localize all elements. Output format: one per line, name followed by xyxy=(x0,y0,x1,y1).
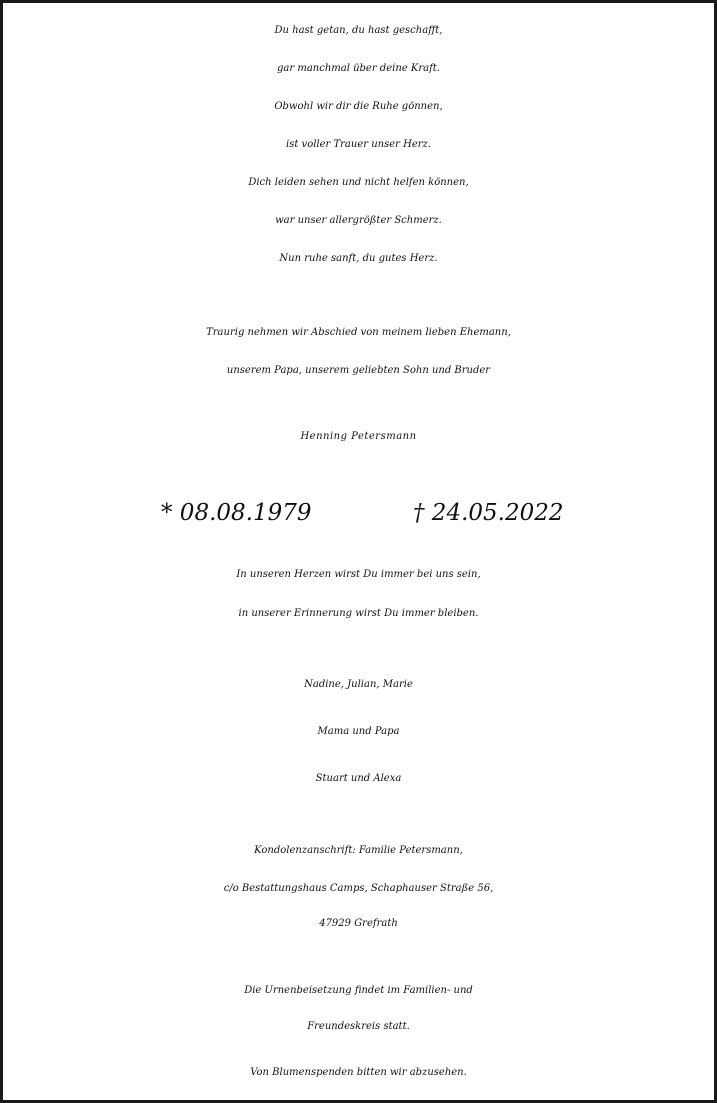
poem-line: gar manchmal über deine Kraft. xyxy=(277,63,440,74)
family-member: Nadine, Julian, Marie xyxy=(304,679,413,690)
death-date: † 24.05.2022 xyxy=(413,500,564,526)
intro-line: Traurig nehmen wir Abschied von meinem lieben Ehemann, xyxy=(206,327,511,338)
address-line: c/o Bestattungshaus Camps, Schaphauser Straße 56, xyxy=(223,883,494,894)
poem-line: ist voller Trauer unser Herz. xyxy=(286,139,431,150)
poem-line: Du hast getan, du hast geschafft, xyxy=(274,25,443,36)
birth-date: * 08.08.1979 xyxy=(161,500,312,526)
verse-line: in unserer Erinnerung wirst Du immer bleiben. xyxy=(238,608,479,619)
poem-line: Obwohl wir dir die Ruhe gönnen, xyxy=(274,101,443,112)
burial-line: Die Urnenbeisetzung findet im Familien- und xyxy=(244,985,473,996)
verse-line: In unseren Herzen wirst Du immer bei uns sein, xyxy=(236,569,481,580)
poem-line: Dich leiden sehen und nicht helfen können, xyxy=(248,177,469,188)
poem-line: Nun ruhe sanft, du gutes Herz. xyxy=(279,253,438,264)
family-member: Stuart und Alexa xyxy=(315,773,402,784)
address-line: 47929 Grefrath xyxy=(319,918,398,929)
intro-line: unserem Papa, unserem geliebten Sohn und Bruder xyxy=(226,365,491,376)
footnote: Von Blumenspenden bitten wir abzusehen. xyxy=(250,1067,467,1078)
deceased-name: Henning Petersmann xyxy=(300,431,417,442)
address-line: Kondolenzanschrift: Familie Petersmann, xyxy=(254,845,463,856)
poem-line: war unser allergrößter Schmerz. xyxy=(275,215,442,226)
burial-line: Freundeskreis statt. xyxy=(307,1021,410,1032)
family-member: Mama und Papa xyxy=(317,726,400,737)
